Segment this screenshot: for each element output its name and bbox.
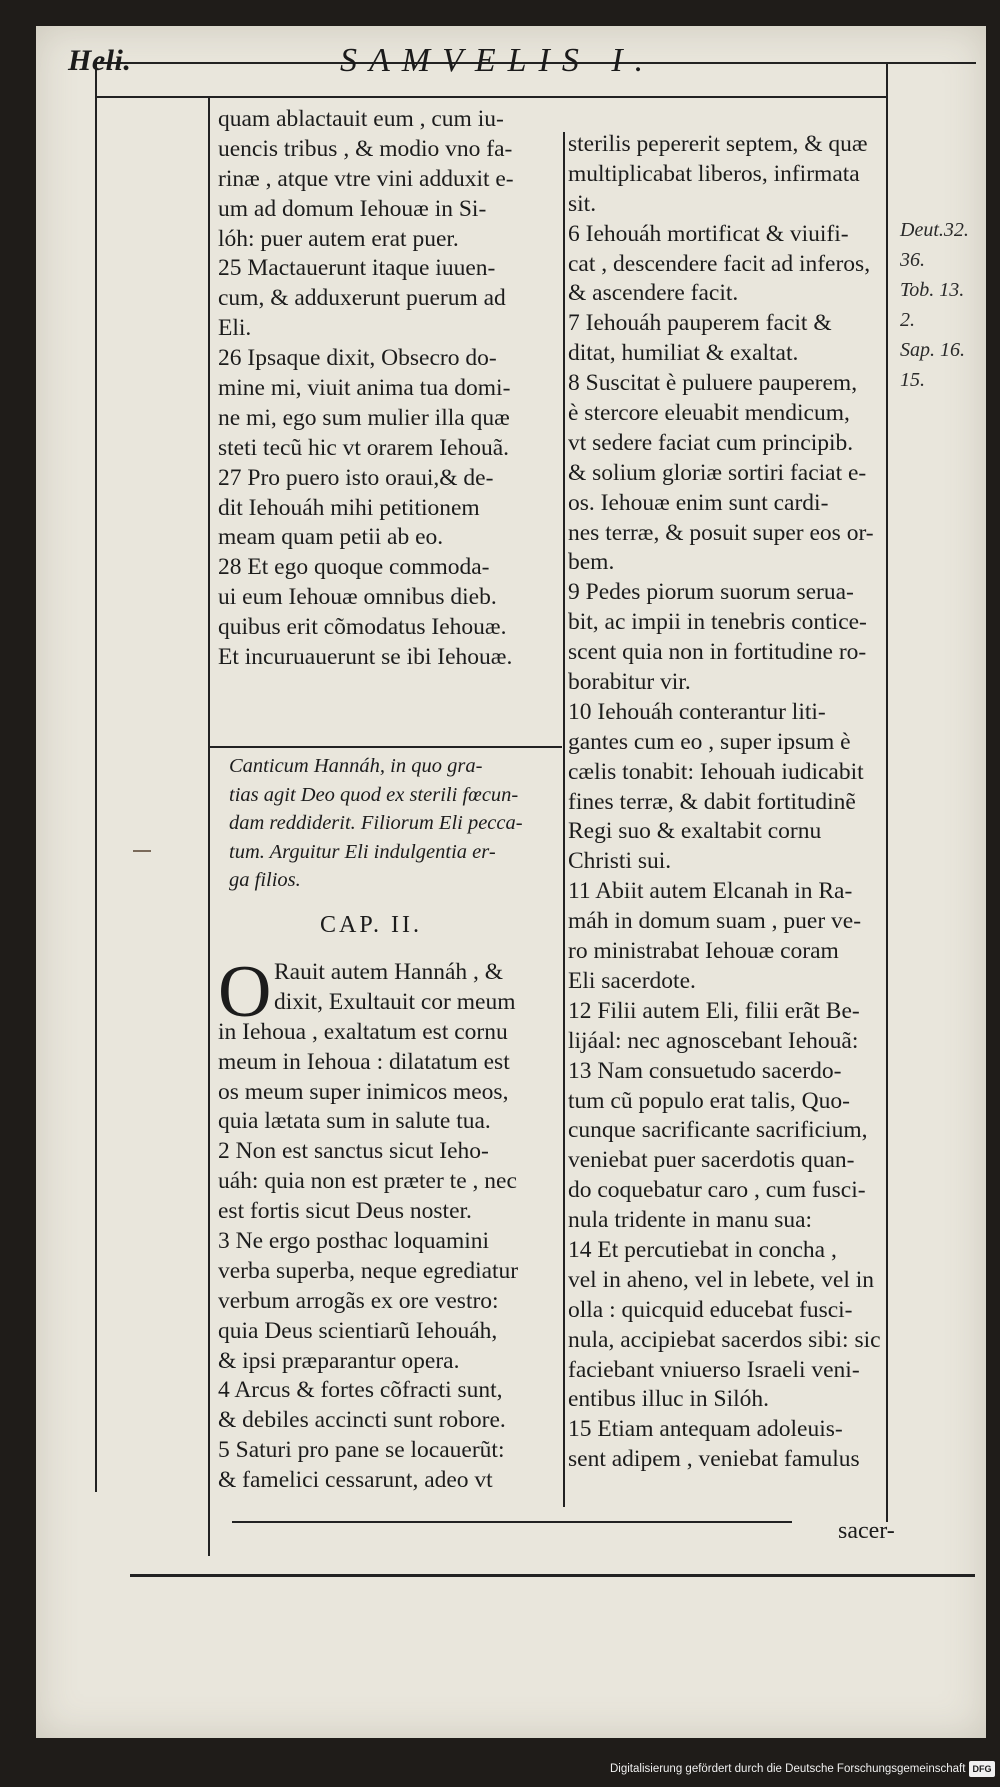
text-line: vt sedere faciat cum principib. <box>568 429 854 456</box>
text-line: nula, accipiebat sacerdos sibi: sic <box>568 1326 881 1353</box>
margin-references <box>900 215 990 395</box>
text-line: Rauit autem Hannáh , & <box>274 959 504 985</box>
text-line: Christi sui. <box>568 848 672 875</box>
text-line: verbum arrogãs ex ore vestro: <box>218 1287 499 1314</box>
text-line: & famelici cessarunt, adeo vt <box>218 1467 493 1494</box>
left-inner-rule <box>208 96 210 1556</box>
margin-ref-line: Tob. 13. <box>900 279 965 301</box>
text-line: nes terræ, & posuit super eos or- <box>568 519 874 546</box>
chapter-heading: CAP. II. <box>320 912 423 938</box>
text-line: uencis tribus , & modio vno fa- <box>218 135 513 162</box>
text-line: 4 Arcus & fortes cõfracti sunt, <box>218 1377 503 1404</box>
summary-line: tum. Arguitur Eli indulgentia er- <box>229 840 496 863</box>
text-line: 5 Saturi pro pane se locauerũt: <box>218 1437 505 1464</box>
text-line: multiplicabat liberos, infirmata <box>568 160 860 187</box>
text-line: steti tecũ hic vt orarem Iehouã. <box>218 434 510 461</box>
margin-ref-line: Sap. 16. <box>900 339 965 361</box>
text-line: scent quia non in fortitudine ro- <box>568 639 867 666</box>
text-line: lóh: puer autem erat puer. <box>218 225 459 252</box>
text-line: quia Deus scientiarũ Iehouáh, <box>218 1317 498 1344</box>
text-line: bem. <box>568 549 615 576</box>
catchword: sacer- <box>838 1518 895 1544</box>
summary-line: dam reddiderit. Filiorum Eli pecca- <box>229 812 523 834</box>
chapter-summary <box>229 752 594 895</box>
text-line: tum cũ populo erat talis, Quo- <box>568 1087 850 1114</box>
summary-line: Canticum Hannáh, in quo gra- <box>229 755 483 777</box>
text-line: & ascendere facit. <box>568 280 739 307</box>
text-line: rinæ , atque vtre vini adduxit e- <box>218 165 514 192</box>
text-line: gantes cum eo , super ipsum è <box>568 728 851 755</box>
page-bottom-rule <box>130 1574 975 1577</box>
text-line: & solium gloriæ sortiri faciat e- <box>568 459 867 486</box>
right-column <box>568 130 945 1475</box>
text-line: dixit, Exultauit cor meum <box>274 988 516 1015</box>
text-line: Eli. <box>218 315 252 342</box>
text-line: quibus erit cõmodatus Iehouæ. <box>218 614 507 641</box>
text-line: os. Iehouæ enim sunt cardi- <box>568 489 829 516</box>
text-line: os meum super inimicos meos, <box>218 1078 509 1105</box>
text-line: máh in domum suam , puer ve- <box>568 908 862 935</box>
header-rule-inner <box>96 96 886 98</box>
text-line: ro ministrabat Iehouæ coram <box>568 938 839 965</box>
text-line: 9 Pedes piorum suorum serua- <box>568 579 854 606</box>
margin-ref-line: 15. <box>900 369 925 391</box>
text-line: & ipsi præparantur opera. <box>218 1347 460 1374</box>
text-line: est fortis sicut Deus noster. <box>218 1198 472 1225</box>
left-column <box>218 105 603 673</box>
text-line: dit Iehouáh mihi petitionem <box>218 494 480 521</box>
margin-ref-line: 36. <box>900 249 925 271</box>
text-line: 11 Abiit autem Elcanah in Ra- <box>568 878 853 905</box>
bottom-rule <box>232 1521 792 1523</box>
chapter-body <box>218 958 603 1496</box>
text-line: 26 Ipsaque dixit, Obsecro do- <box>218 345 497 372</box>
dfg-logo: DFG <box>969 1761 995 1777</box>
text-line: veniebat puer sacerdotis quan- <box>568 1147 855 1174</box>
text-line: cælis tonabit: Iehouah iudicabit <box>568 758 864 785</box>
text-line: 3 Ne ergo posthac loquamini <box>218 1228 490 1255</box>
text-line: 10 Iehouáh conterantur liti- <box>568 698 826 725</box>
text-line: Et incuruauerunt se ibi Iehouæ. <box>218 644 513 671</box>
text-line: 6 Iehouáh mortificat & viuifi- <box>568 220 849 247</box>
text-line: sent adipem , veniebat famulus <box>568 1446 860 1473</box>
text-line: ui eum Iehouæ omnibus dieb. <box>218 584 497 611</box>
text-line: uáh: quia non est præter te , nec <box>218 1168 517 1195</box>
text-line: borabitur vir. <box>568 669 691 696</box>
text-line: 13 Nam consuetudo sacerdo- <box>568 1057 842 1084</box>
running-head-left: Heli. <box>68 44 132 77</box>
text-line: 15 Etiam antequam adoleuis- <box>568 1416 843 1443</box>
text-line: entibus illuc in Silóh. <box>568 1386 770 1413</box>
text-line: 14 Et percutiebat in concha , <box>568 1236 837 1263</box>
text-line: quia lætata sum in salute tua. <box>218 1108 491 1135</box>
margin-ref-line: 2. <box>900 309 915 331</box>
text-line: 25 Mactauerunt itaque iuuen- <box>218 255 496 282</box>
text-line: 8 Suscitat è puluere pauperem, <box>568 370 858 397</box>
text-line: fines terræ, & dabit fortitudinẽ <box>568 788 856 815</box>
text-line: sit. <box>568 190 597 217</box>
text-line: lijáal: nec agnoscebant Iehouã: <box>568 1027 859 1054</box>
drop-cap-initial: O <box>218 951 272 1033</box>
text-line: 28 Et ego quoque commoda- <box>218 554 490 581</box>
text-line: quam ablactauit eum , cum iu- <box>218 106 504 132</box>
text-line: cunque sacrificante sacrificium, <box>568 1117 868 1144</box>
text-line: meum in Iehoua : dilatatum est <box>218 1048 510 1075</box>
digitization-credit: Digitalisierung gefördert durch die Deutsche Forschungsgemeinschaft <box>610 1763 966 1775</box>
text-line: & debiles accincti sunt robore. <box>218 1407 506 1434</box>
summary-line: tias agit Deo quod ex sterili fœcun- <box>229 783 519 806</box>
text-line: um ad domum Iehouæ in Si- <box>218 195 487 222</box>
text-line: bit, ac impii in tenebris contice- <box>568 609 867 636</box>
ink-smudge <box>133 850 151 852</box>
text-line: nula tridente in manu sua: <box>568 1207 813 1234</box>
summary-top-rule <box>210 746 562 748</box>
summary-line: ga filios. <box>229 869 301 891</box>
text-line: vel in aheno, vel in lebete, vel in <box>568 1266 875 1293</box>
text-line: 2 Non est sanctus sicut Ieho- <box>218 1138 489 1165</box>
left-frame-rule <box>95 62 97 1492</box>
text-line: è stercore eleuabit mendicum, <box>568 400 850 427</box>
text-line: ditat, humiliat & exaltat. <box>568 340 799 367</box>
text-line: verba superba, neque egrediatur <box>218 1257 519 1284</box>
text-line: in Iehoua , exaltatum est cornu <box>218 1018 508 1045</box>
text-line: mine mi, viuit anima tua domi- <box>218 375 511 402</box>
text-line: Regi suo & exaltabit cornu <box>568 818 822 845</box>
text-line: faciebant vniuerso Israeli veni- <box>568 1356 860 1383</box>
text-line: olla : quicquid educebat fusci- <box>568 1296 853 1323</box>
text-line: sterilis pepererit septem, & quæ <box>568 131 868 157</box>
text-line: cat , descendere facit ad inferos, <box>568 250 871 277</box>
text-line: cum, & adduxerunt puerum ad <box>218 285 506 312</box>
text-line: do coquebatur caro , cum fusci- <box>568 1177 866 1204</box>
text-line: Eli sacerdote. <box>568 967 696 994</box>
text-line: ne mi, ego sum mulier illa quæ <box>218 404 510 431</box>
margin-ref-line: Deut.32. <box>900 219 969 241</box>
running-head-title: SAMVELIS I. <box>340 42 656 79</box>
text-line: 7 Iehouáh pauperem facit & <box>568 310 832 337</box>
text-line: meam quam petii ab eo. <box>218 524 444 551</box>
text-line: 27 Pro puero isto oraui,& de- <box>218 464 494 491</box>
text-line: 12 Filii autem Eli, filii erãt Be- <box>568 997 860 1024</box>
